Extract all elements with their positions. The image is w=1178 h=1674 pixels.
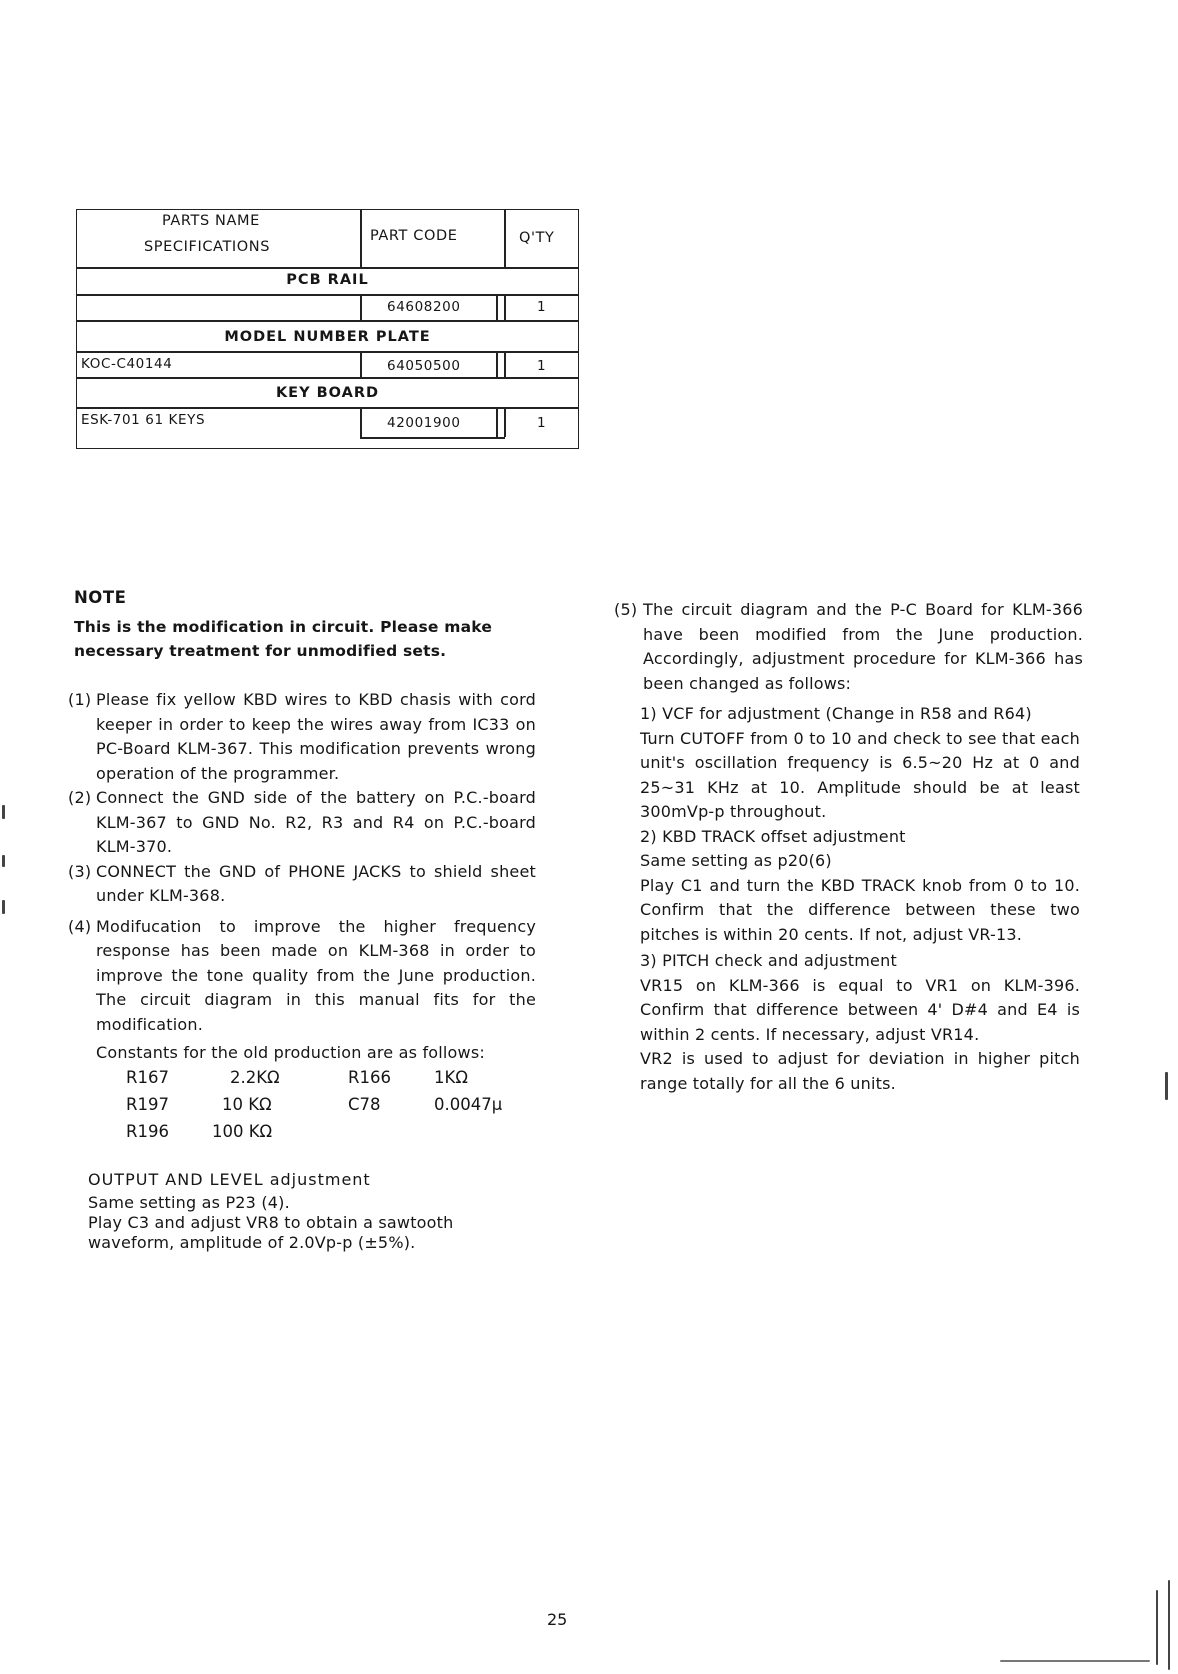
table-divider — [77, 294, 578, 296]
table-divider — [496, 294, 498, 320]
constant-name: R167 — [126, 1068, 169, 1087]
table-cell-qty: 1 — [537, 358, 547, 374]
table-divider — [360, 210, 362, 267]
step — [640, 949, 1080, 1096]
constant-value: 2.2KΩ — [230, 1068, 280, 1087]
list-item — [68, 786, 536, 860]
constants-intro: Constants for the old production are as follows: — [96, 1043, 485, 1062]
step-title: 2) KBD TRACK offset adjustment — [640, 826, 906, 846]
list-item — [68, 915, 536, 1038]
scan-mark — [2, 855, 5, 867]
output-level-line: Same setting as P23 (4). — [88, 1192, 290, 1212]
table-divider — [77, 377, 578, 379]
note-heading: NOTE — [74, 588, 127, 607]
note-section — [74, 586, 542, 663]
step-body: Same setting as p20(6) Play C1 and turn the KBD TRACK knob from 0 to 10. Confirm that the difference between these two pitches is within 20 cents. If not, adjust VR-13. — [640, 851, 1080, 944]
scan-mark — [2, 900, 5, 914]
scan-mark — [1156, 1590, 1158, 1665]
header-parts-name: PARTS NAME — [162, 213, 260, 229]
item-number: (1) — [68, 690, 92, 709]
scan-mark — [1165, 1072, 1168, 1100]
table-divider — [360, 437, 505, 439]
header-qty: Q'TY — [519, 230, 555, 246]
item-text: CONNECT the GND of PHONE JACKS to shield sheet under KLM-368. — [96, 861, 536, 905]
table-cell-spec: ESK-701 61 KEYS — [81, 412, 206, 428]
item-text: The circuit diagram and the P-C Board for KLM-366 have been modified from the June production. Accordingly, adjustment procedure for KLM-366 has been changed as follows: — [643, 600, 1083, 693]
parts-table — [76, 209, 579, 449]
step-body: Turn CUTOFF from 0 to 10 and check to see that each unit's oscillation frequency is 6.5~20 Hz at 0 and 25~31 KHz at 10. Amplitude should be at least 300mVp-p throughout. — [640, 728, 1080, 821]
step — [640, 702, 1080, 825]
table-cell-code: 64608200 — [387, 299, 461, 315]
adjustment-steps — [640, 702, 1080, 1096]
table-divider — [496, 407, 498, 437]
step-body: VR15 on KLM-366 is equal to VR1 on KLM-396. Confirm that difference between 4' D#4 and E4 is within 2 cents. If necessary, adjust VR14. VR2 is used to adjust for deviation in higher pitch range totally for all the 6 units. — [640, 975, 1080, 1093]
page-number: 25 — [547, 1610, 568, 1629]
constant-name: C78 — [348, 1095, 381, 1114]
item-number: (4) — [68, 916, 92, 936]
item-text: Modifucation to improve the higher frequency response has been made on KLM-368 in order to improve the tone quality from the June production. The circuit diagram in this manual fits for the modification. — [96, 916, 536, 1034]
scan-mark — [1168, 1580, 1170, 1670]
table-divider — [504, 351, 506, 377]
constant-value: 0.0047μ — [434, 1095, 503, 1114]
output-level-section — [88, 1168, 498, 1253]
table-divider — [77, 351, 578, 353]
list-item — [68, 860, 536, 909]
constant-name: R197 — [126, 1095, 169, 1114]
scan-mark — [1000, 1660, 1150, 1662]
constant-name: R166 — [348, 1068, 391, 1087]
item-number: (5) — [614, 600, 638, 619]
item-number: (2) — [68, 788, 92, 807]
note-items — [68, 688, 536, 1066]
constant-value: 1KΩ — [434, 1068, 468, 1087]
table-divider — [496, 351, 498, 377]
list-item — [68, 688, 536, 786]
step-title: 1) VCF for adjustment (Change in R58 and R64) — [640, 704, 1032, 723]
section-title-pcb-rail: PCB RAIL — [286, 272, 369, 288]
step-title: 3) PITCH check and adjustment — [640, 951, 897, 970]
item-number: (3) — [68, 861, 92, 881]
constant-value: 100 KΩ — [212, 1122, 273, 1141]
table-cell-qty: 1 — [537, 415, 547, 431]
table-divider — [360, 351, 362, 377]
list-item — [614, 598, 1083, 696]
table-divider — [504, 210, 506, 267]
item-text: Please fix yellow KBD wires to KBD chasis with cord keeper in order to keep the wires away from IC33 on PC-Board KLM-367. This modification prevents wrong operation of the programmer. — [96, 690, 536, 783]
table-divider — [504, 407, 506, 437]
section-title-model-number-plate: MODEL NUMBER PLATE — [224, 329, 431, 345]
table-cell-qty: 1 — [537, 299, 547, 315]
scan-mark — [2, 805, 5, 819]
table-divider — [77, 267, 578, 269]
table-divider — [504, 294, 506, 320]
item-text: Connect the GND side of the battery on P.C.-board KLM-367 to GND No. R2, R3 and R4 on P.C.-board KLM-370. — [96, 788, 536, 856]
right-column — [614, 598, 1083, 696]
constants-table — [0, 1068, 600, 1158]
step — [640, 825, 1080, 948]
table-divider — [77, 320, 578, 322]
table-cell-code: 64050500 — [387, 358, 461, 374]
section-title-key-board: KEY BOARD — [275, 385, 380, 401]
table-divider — [77, 407, 578, 409]
output-level-line: Play C3 and adjust VR8 to obtain a sawtooth waveform, amplitude of 2.0Vp-p (±5%). — [88, 1212, 454, 1252]
table-divider — [360, 294, 362, 320]
constant-value: 10 KΩ — [222, 1095, 272, 1114]
constant-name: R196 — [126, 1122, 169, 1141]
table-divider — [360, 407, 362, 437]
table-cell-spec: KOC-C40144 — [81, 356, 173, 372]
header-specifications: SPECIFICATIONS — [144, 239, 271, 255]
output-level-title: OUTPUT AND LEVEL adjustment — [88, 1170, 371, 1189]
table-cell-code: 42001900 — [387, 415, 461, 431]
note-intro: This is the modification in circuit. Please make necessary treatment for unmodified sets. — [74, 617, 493, 660]
header-part-code: PART CODE — [370, 228, 458, 244]
